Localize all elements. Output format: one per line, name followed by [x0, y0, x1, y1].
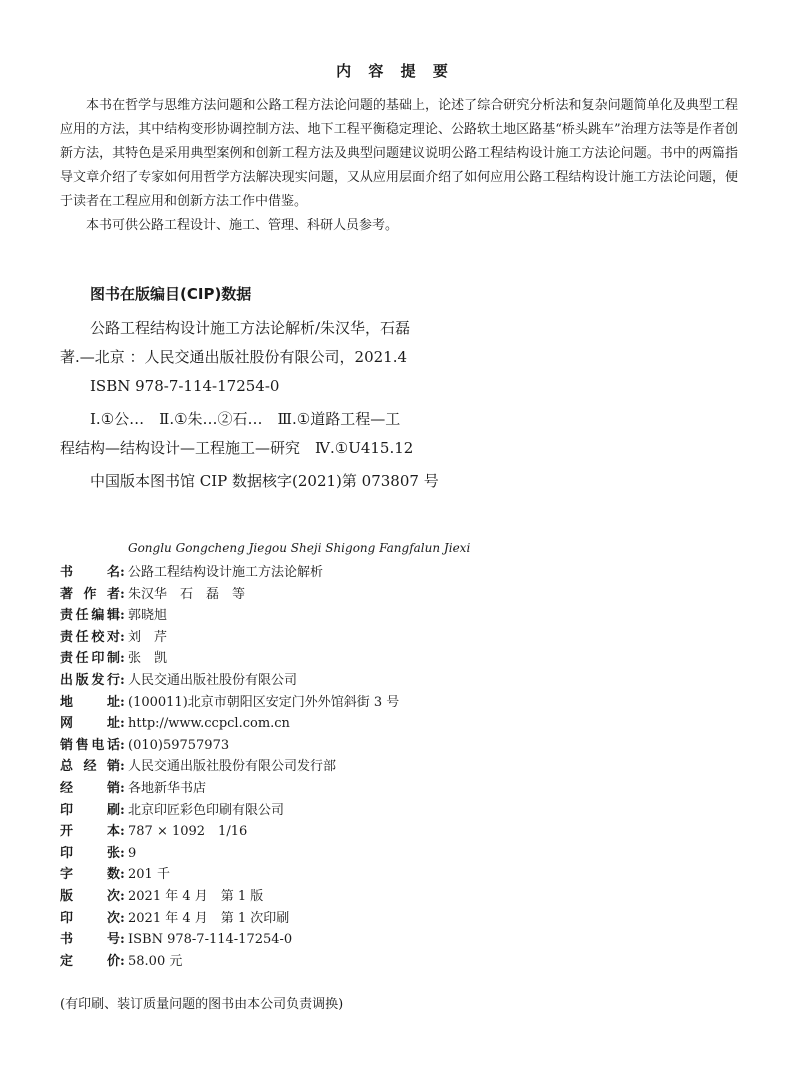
- info-value: 各地新华书店: [128, 780, 207, 796]
- footnote: (有印刷、装订质量问题的图书由本公司负责调换): [60, 997, 344, 1012]
- info-row: 网 址 : http://www.ccpcl.com.cn: [60, 713, 620, 735]
- cip-heading: 图书在版编目(CIP)数据: [90, 285, 252, 303]
- info-row: 书 名 : 公路工程结构设计施工方法论解析: [60, 562, 620, 584]
- info-row: 字 数 : 201 千: [60, 864, 620, 886]
- info-row: 责任编辑 : 郭晓旭: [60, 605, 620, 627]
- info-label: 书 名: [60, 565, 120, 580]
- info-row: 出版发行 : 人民交通出版社股份有限公司: [60, 670, 620, 692]
- info-label: 出版发行: [60, 672, 120, 688]
- info-row: 开 本 : 787 × 1092 1/16: [60, 821, 620, 843]
- info-label: 地 址: [60, 694, 120, 710]
- cip-line: Ⅰ.①公… Ⅱ.①朱…②石… Ⅲ.①道路工程—工: [90, 410, 401, 428]
- info-value: 人民交通出版社股份有限公司: [128, 672, 298, 688]
- info-row: 总 经 销 : 人民交通出版社股份有限公司发行部: [60, 756, 620, 778]
- cip-line: 著.—北京 ：人民交通出版社股份有限公司，2021.4: [60, 348, 408, 366]
- info-value: 2021 年 4 月 第 1 次印刷: [128, 910, 290, 926]
- info-label: 印 张: [60, 845, 120, 861]
- info-label: 印 次: [60, 910, 120, 926]
- info-label: 印 刷: [60, 802, 120, 818]
- info-row: 印 张 : 9: [60, 843, 620, 865]
- info-value: 张 凯: [128, 651, 168, 667]
- info-label: 字 数: [60, 867, 120, 883]
- info-value: ISBN 978-7-114-17254-0: [128, 932, 293, 948]
- info-value: 9: [128, 845, 137, 861]
- info-label: 定 价: [60, 953, 120, 969]
- info-value: 公路工程结构设计施工方法论解析: [128, 565, 324, 580]
- info-label: 开 本: [60, 824, 120, 840]
- cip-record: [60, 314, 490, 496]
- summary-paragraph: 本书可供公路工程设计、施工、管理、科研人员参考。: [86, 218, 399, 233]
- info-value: http://www.ccpcl.com.cn: [128, 716, 290, 732]
- info-row: 印 次 : 2021 年 4 月 第 1 次印刷: [60, 908, 620, 930]
- info-value: 787 × 1092 1/16: [128, 824, 248, 840]
- cip-line: 中国版本图书馆 CIP 数据核字(2021)第 073807 号: [90, 472, 439, 490]
- info-label: 经 销: [60, 780, 120, 796]
- info-row: 版 次 : 2021 年 4 月 第 1 版: [60, 886, 620, 908]
- info-value: 2021 年 4 月 第 1 版: [128, 888, 264, 904]
- cip-line: ISBN 978-7-114-17254-0: [90, 377, 280, 395]
- info-label: 责任编辑: [60, 608, 120, 624]
- info-label: 网 址: [60, 716, 120, 732]
- summary-body: [60, 94, 738, 238]
- info-row: 书 号 : ISBN 978-7-114-17254-0: [60, 929, 620, 951]
- summary-paragraph: 本书在哲学与思维方法问题和公路工程方法论问题的基础上，论述了综合研究分析法和复杂问题简单化及典型工程应用的方法，其中结构变形协调控制方法、地下工程平衡稳定理论、公路软土地区路基“桥头跳车”治理方法等是作者创新方法，其特色是采用典型案例和创新工程方法及典型问题建议说明公路工程结构设计施工方法论问题。书中的两篇指导文章介绍了专家如何用哲学方法解决现实问题，又从应用层面介绍了如何应用公路工程结构设计施工方法论问题，便于读者在工程应用和创新方法工作中借鉴。: [60, 98, 738, 209]
- info-label: 著 作 者: [60, 586, 120, 602]
- pinyin-title: Gonglu Gongcheng Jiegou Sheji Shigong Fangfalun Jiexi: [128, 541, 471, 555]
- info-row: 定 价 : 58.00 元: [60, 951, 620, 973]
- info-label: 责任校对: [60, 629, 120, 645]
- cip-line: 公路工程结构设计施工方法论解析/朱汉华，石磊: [90, 319, 411, 337]
- info-value: 人民交通出版社股份有限公司发行部: [128, 759, 337, 775]
- info-row: 经 销 : 各地新华书店: [60, 778, 620, 800]
- info-label: 责任印制: [60, 651, 120, 667]
- info-value: 郭晓旭: [128, 608, 168, 624]
- info-label: 销售电话: [60, 737, 120, 753]
- summary-title: 内 容 提 要: [336, 62, 454, 80]
- info-label: 书 号: [60, 932, 120, 948]
- info-value: 58.00 元: [128, 953, 183, 969]
- info-row: 地 址 : (100011)北京市朝阳区安定门外外馆斜街 3 号: [60, 692, 620, 714]
- info-value: 朱汉华 石 磊 等: [128, 586, 246, 602]
- publication-info-table: [60, 562, 620, 972]
- info-row: 责任校对 : 刘 芹: [60, 627, 620, 649]
- info-value: (100011)北京市朝阳区安定门外外馆斜街 3 号: [128, 694, 400, 710]
- cip-line: 程结构—结构设计—工程施工—研究 Ⅳ.①U415.12: [60, 439, 414, 457]
- info-value: 北京印匠彩色印刷有限公司: [128, 802, 285, 818]
- info-label: 版 次: [60, 888, 120, 904]
- info-row: 著 作 者 : 朱汉华 石 磊 等: [60, 584, 620, 606]
- info-row: 责任印制 : 张 凯: [60, 648, 620, 670]
- info-value: 刘 芹: [128, 629, 168, 645]
- info-value: 201 千: [128, 867, 170, 883]
- info-label: 总 经 销: [60, 759, 120, 775]
- info-row: 销售电话 : (010)59757973: [60, 735, 620, 757]
- info-row: 印 刷 : 北京印匠彩色印刷有限公司: [60, 800, 620, 822]
- info-value: (010)59757973: [128, 737, 230, 753]
